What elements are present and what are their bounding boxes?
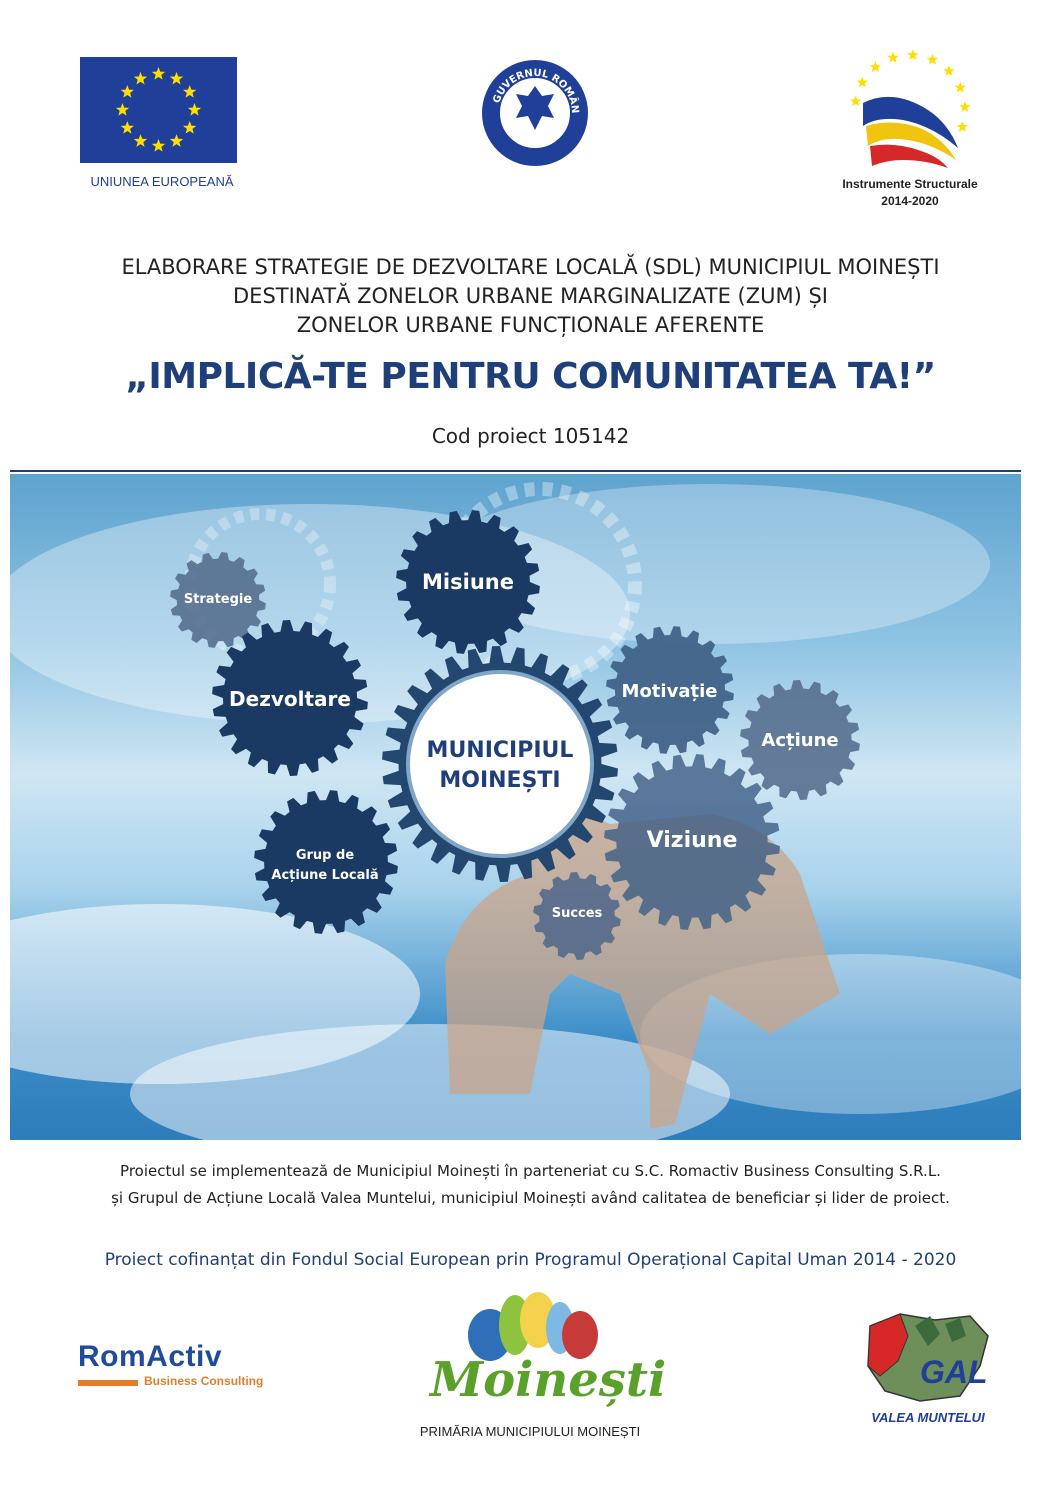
eu-star	[183, 85, 196, 98]
is-label-line1: Instrumente Structurale	[842, 177, 978, 191]
eu-flag-logo	[80, 57, 237, 163]
gal-logo	[860, 1306, 995, 1406]
divider	[10, 470, 1021, 472]
moinesti-wordmark: Moinești	[430, 1352, 667, 1408]
title-line3: ZONELOR URBANE FUNCȚIONALE AFERENTE	[296, 313, 765, 337]
center-line2: MOINEȘTI	[439, 768, 561, 793]
is-label-line2: 2014-2020	[881, 194, 939, 208]
gear-label-succes: Succes	[551, 906, 603, 921]
eu-star	[121, 121, 134, 134]
center-gear-label	[395, 736, 605, 796]
is-star	[870, 61, 881, 72]
is-star	[857, 77, 868, 88]
gear-label-actiune: Acțiune	[761, 730, 839, 751]
gear-label-misiune: Misiune	[422, 570, 514, 594]
is-star	[907, 49, 918, 60]
gears-illustration	[10, 474, 1021, 1140]
eu-star	[170, 72, 183, 85]
gal-wordmark: GAL	[920, 1354, 988, 1390]
eu-star	[134, 134, 147, 147]
title-line2: DESTINATĂ ZONELOR URBANE MARGINALIZATE (ZUM) ȘI	[233, 284, 828, 308]
project-code: Cod proiect 105142	[431, 424, 630, 448]
partners-line2: și Grupul de Acțiune Locală Valea Muntelui, municipiul Moinești având calitatea de beneficiar și lider de proiect.	[111, 1189, 950, 1207]
romactiv-name: RomActiv	[78, 1340, 223, 1373]
gear-label-strategie: Strategie	[183, 592, 253, 607]
gear-label-viziune: Viziune	[646, 828, 738, 853]
is-star	[957, 121, 968, 132]
partners-line1: Proiectul se implementează de Municipiul Moinești în parteneriat cu S.C. Romactiv Business Consulting S.R.L.	[120, 1162, 941, 1180]
eu-star	[188, 103, 201, 116]
center-line1: MUNICIPIUL	[426, 738, 574, 763]
eu-star	[152, 67, 165, 80]
is-star	[887, 52, 898, 63]
instrumente-structurale-label	[815, 176, 1005, 210]
eu-star	[183, 121, 196, 134]
eu-star	[121, 85, 134, 98]
slogan: „IMPLICĂ-TE PENTRU COMUNITATEA TA!”	[125, 356, 936, 397]
is-star	[850, 95, 861, 106]
primaria-label: PRIMĂRIA MUNICIPIULUI MOINEȘTI	[419, 1424, 641, 1439]
gov-seal-text: GUVERNUL ROMÂN	[491, 67, 581, 114]
romactiv-sub: Business Consulting	[144, 1374, 264, 1388]
is-star	[955, 82, 966, 93]
romactiv-logo	[78, 1340, 298, 1390]
cofinantare-text: Proiect cofinanțat din Fondul Social European prin Programul Operațional Capital Uman 2014 - 2020	[104, 1250, 957, 1270]
eu-star	[116, 103, 129, 116]
eu-label: UNIUNEA EUROPEANĂ	[90, 174, 234, 189]
eu-star	[152, 139, 165, 152]
gear-label-dezvoltare: Dezvoltare	[229, 687, 351, 711]
romactiv-bar	[78, 1380, 138, 1386]
partners-text	[20, 1158, 1041, 1212]
gal-line1: Grup de	[295, 848, 355, 863]
gear-label-grup-actiune	[250, 846, 400, 886]
title-line1: ELABORARE STRATEGIE DE DEZVOLTARE LOCALĂ (SDL) MUNICIPIUL MOINEȘTI	[121, 255, 940, 279]
gal-subtitle: VALEA MUNTELUI	[871, 1410, 985, 1425]
government-seal-logo	[480, 58, 590, 168]
project-title	[20, 253, 1041, 340]
gal-line2: Acțiune Locală	[271, 868, 379, 883]
gear-label-motivatie: Motivație	[621, 681, 718, 702]
eu-stars-icon	[80, 57, 237, 163]
is-star	[927, 54, 938, 65]
is-star	[943, 65, 954, 76]
is-star	[959, 101, 970, 112]
instrumente-structurale-logo	[848, 48, 978, 170]
eu-star	[170, 134, 183, 147]
eu-star	[134, 72, 147, 85]
moinesti-logo	[430, 1290, 667, 1420]
